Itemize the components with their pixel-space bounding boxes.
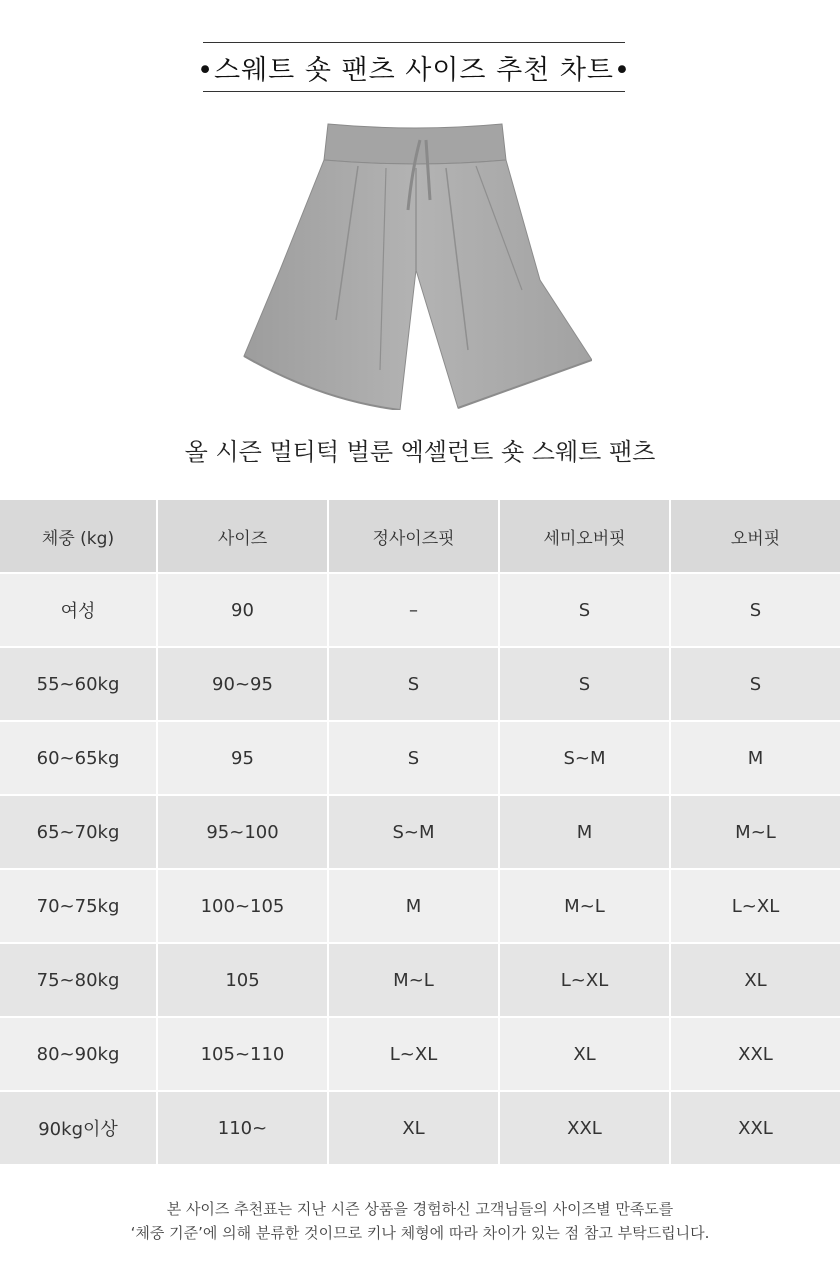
cell-weight: 90kg이상 <box>0 1091 157 1165</box>
size-chart-table <box>0 500 840 1166</box>
cell-semi-over-fit: XL <box>499 1017 670 1091</box>
cell-semi-over-fit: S~M <box>499 721 670 795</box>
table-row <box>0 573 840 647</box>
cell-regular-fit: S <box>328 647 499 721</box>
cell-weight: 55~60kg <box>0 647 157 721</box>
cell-over-fit: L~XL <box>670 869 840 943</box>
table-row <box>0 1091 840 1165</box>
cell-regular-fit: – <box>328 573 499 647</box>
note-line: ‘체중 기준’에 의해 분류한 것이므로 키나 체형에 따라 차이가 있는 점 참고 부탁드립니다. <box>130 1224 710 1242</box>
table-row <box>0 943 840 1017</box>
table-header-row <box>0 500 840 573</box>
cell-size: 105~110 <box>157 1017 328 1091</box>
cell-over-fit: S <box>670 647 840 721</box>
header-semi-over-fit: 세미오버핏 <box>499 500 670 573</box>
cell-over-fit: M <box>670 721 840 795</box>
cell-over-fit: M~L <box>670 795 840 869</box>
cell-over-fit: S <box>670 573 840 647</box>
cell-regular-fit: L~XL <box>328 1017 499 1091</box>
cell-regular-fit: M~L <box>328 943 499 1017</box>
cell-semi-over-fit: M <box>499 795 670 869</box>
table-row <box>0 647 840 721</box>
header-over-fit: 오버핏 <box>670 500 840 573</box>
cell-weight: 65~70kg <box>0 795 157 869</box>
cell-weight: 75~80kg <box>0 943 157 1017</box>
cell-regular-fit: M <box>328 869 499 943</box>
cell-over-fit: XL <box>670 943 840 1017</box>
cell-size: 105 <box>157 943 328 1017</box>
cell-weight: 70~75kg <box>0 869 157 943</box>
cell-over-fit: XXL <box>670 1091 840 1165</box>
chart-title-box <box>197 42 631 92</box>
cell-size: 90~95 <box>157 647 328 721</box>
table-row <box>0 795 840 869</box>
product-name: 올 시즌 멀티턱 벌룬 엑셀런트 숏 스웨트 팬츠 <box>184 438 656 466</box>
header-size: 사이즈 <box>157 500 328 573</box>
table-row <box>0 869 840 943</box>
page-title: •스웨트 숏 팬츠 사이즈 추천 차트• <box>197 54 631 86</box>
cell-semi-over-fit: XXL <box>499 1091 670 1165</box>
cell-weight: 여성 <box>0 573 157 647</box>
cell-size: 100~105 <box>157 869 328 943</box>
cell-semi-over-fit: S <box>499 573 670 647</box>
size-chart-notes <box>0 1197 840 1245</box>
cell-regular-fit: S <box>328 721 499 795</box>
cell-weight: 60~65kg <box>0 721 157 795</box>
table-row <box>0 721 840 795</box>
product-image <box>240 120 592 410</box>
cell-regular-fit: XL <box>328 1091 499 1165</box>
cell-over-fit: XXL <box>670 1017 840 1091</box>
cell-size: 95 <box>157 721 328 795</box>
cell-size: 110~ <box>157 1091 328 1165</box>
cell-size: 95~100 <box>157 795 328 869</box>
cell-weight: 80~90kg <box>0 1017 157 1091</box>
cell-semi-over-fit: M~L <box>499 869 670 943</box>
note-line: 본 사이즈 추천표는 지난 시즌 상품을 경험하신 고객님들의 사이즈별 만족도를 <box>166 1200 674 1218</box>
table-row <box>0 1017 840 1091</box>
header-weight: 체중 (kg) <box>0 500 157 573</box>
cell-semi-over-fit: S <box>499 647 670 721</box>
cell-semi-over-fit: L~XL <box>499 943 670 1017</box>
header-regular-fit: 정사이즈핏 <box>328 500 499 573</box>
cell-size: 90 <box>157 573 328 647</box>
cell-regular-fit: S~M <box>328 795 499 869</box>
